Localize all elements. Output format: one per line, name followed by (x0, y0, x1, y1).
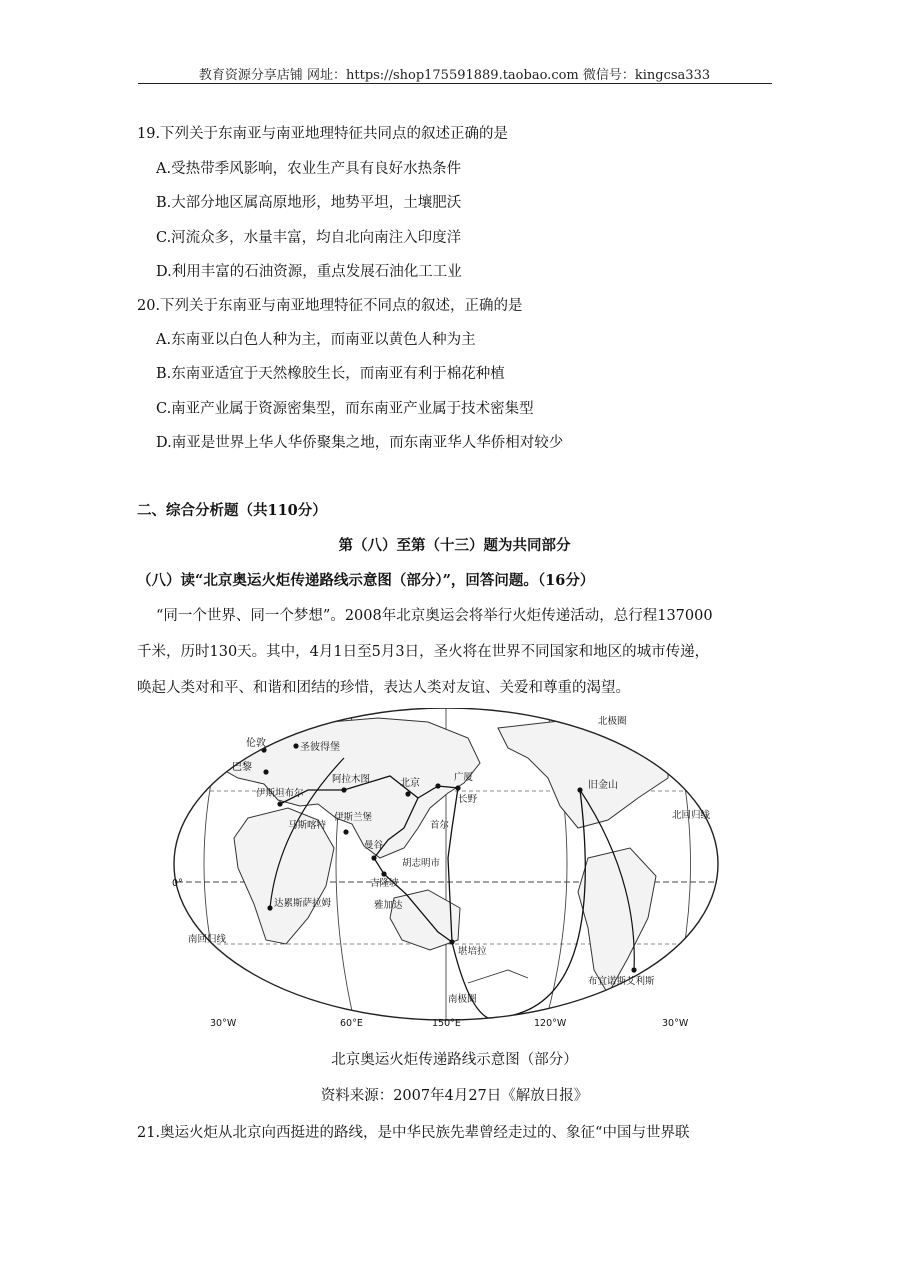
stpetersburg-dot (293, 743, 298, 748)
label-canberra: 堪培拉 (458, 946, 487, 957)
label-paris: 巴黎 (232, 762, 252, 773)
seoul-dot (435, 783, 440, 788)
almaty-dot (341, 787, 346, 792)
label-sanfrancisco: 旧金山 (588, 780, 618, 791)
page-header: 教育资源分享店铺 网址：https://shop175591889.taobao.com 微信号：kingcsa333 (198, 68, 711, 83)
label-buenosaires: 布宜诺斯艾利斯 (588, 976, 655, 987)
label-lon-30w-right: 30°W (662, 1018, 689, 1029)
label-bangkok: 曼谷 (364, 840, 384, 851)
label-london: 伦敦 (246, 738, 266, 749)
section-title: 二、综合分析题（共110分） (137, 502, 327, 519)
figure-caption: 北京奥运火炬传递路线示意图（部分） (331, 1052, 578, 1068)
nagano-dot (455, 785, 460, 790)
passage-line-3: 唤起人类对和平、和谐和团结的珍惜，表达人类对友谊、关爱和尊重的渴望。 (137, 680, 630, 696)
shared-part-heading: 第（八）至第（十三）题为共同部分 (338, 537, 571, 554)
question-21-stem: 21.奥运火炬从北京向西挺进的路线，是中华民族先辈曾经走过的、象征“中国与世界联 (137, 1125, 690, 1141)
label-lon-30w: 30°W (210, 1018, 237, 1029)
sanfrancisco-dot (577, 787, 582, 792)
istanbul-dot (277, 801, 282, 806)
kualalumpur-dot (381, 871, 386, 876)
q19-option-c: C.河流众多，水量丰富，均自北向南注入印度洋 (156, 230, 462, 246)
buenosaires-dot (631, 967, 636, 972)
label-hcmc: 胡志明市 (402, 858, 441, 869)
label-nagano: 长野 (458, 794, 478, 805)
beijing-dot (405, 791, 410, 796)
label-islamabad: 伊斯兰堡 (334, 812, 373, 823)
label-kualalumpur: 吉隆坡 (370, 878, 399, 889)
label-lon-150e: 150°E (432, 1018, 461, 1029)
canberra-dot (449, 939, 454, 944)
label-arctic: 北极圈 (598, 716, 627, 727)
header-rule (138, 83, 772, 84)
label-guangzhou: 广厦 (454, 772, 474, 783)
label-lon-60e: 60°E (340, 1018, 363, 1029)
passage-line-1: “同一个世界、同一个梦想”。2008年北京奥运会将举行火炬传递活动，总行程137000 (156, 608, 713, 624)
label-muscat: 马斯喀特 (288, 820, 327, 831)
daressalaam-dot (267, 905, 272, 910)
label-istanbul: 伊斯坦布尔 (256, 788, 304, 799)
q20-option-a: A.东南亚以白色人种为主，而南亚以黄色人种为主 (156, 332, 476, 348)
torch-route-map (168, 708, 724, 1030)
q20-option-d: D.南亚是世界上华人华侨聚集之地，而东南亚华人华侨相对较少 (156, 435, 564, 451)
label-seoul: 首尔 (430, 820, 450, 831)
label-beijing: 北京 (400, 778, 420, 789)
q20-option-b: B.东南亚适宜于天然橡胶生长，而南亚有利于棉花种植 (156, 366, 505, 382)
q20-option-c: C.南亚产业属于资源密集型，而东南亚产业属于技术密集型 (156, 401, 534, 417)
part-8-heading: （八）读“北京奥运火炬传递路线示意图（部分）”，回答问题。（16分） (137, 572, 595, 589)
paris-dot (263, 769, 268, 774)
q19-option-b: B.大部分地区属高原地形，地势平坦，土壤肥沃 (156, 195, 462, 211)
q19-option-a: A.受热带季风影响，农业生产具有良好水热条件 (156, 161, 462, 177)
label-stpetersburg: 圣彼得堡 (300, 742, 340, 753)
question-20-stem: 20.下列关于东南亚与南亚地理特征不同点的叙述，正确的是 (137, 298, 523, 314)
figure-source: 资料来源：2007年4月27日《解放日报》 (320, 1088, 589, 1104)
question-19-stem: 19.下列关于东南亚与南亚地理特征共同点的叙述正确的是 (137, 126, 509, 142)
label-equator-0: 0° (172, 878, 183, 889)
islamabad-dot (343, 829, 348, 834)
passage-line-2: 千米，历时130天。其中，4月1日至5月3日，圣火将在世界不同国家和地区的城市传递， (137, 644, 710, 660)
label-lon-120w: 120°W (534, 1018, 567, 1029)
label-tropic-south: 南回归线 (188, 934, 227, 945)
label-antarctic: 南极圈 (448, 994, 477, 1005)
label-daressalaam: 达累斯萨拉姆 (274, 898, 332, 909)
label-almaty: 阿拉木图 (332, 774, 371, 785)
label-jakarta: 雅加达 (374, 900, 403, 911)
label-tropic-north: 北回归线 (672, 810, 711, 821)
q19-option-d: D.利用丰富的石油资源，重点发展石油化工工业 (156, 264, 462, 280)
bangkok-dot (371, 855, 376, 860)
